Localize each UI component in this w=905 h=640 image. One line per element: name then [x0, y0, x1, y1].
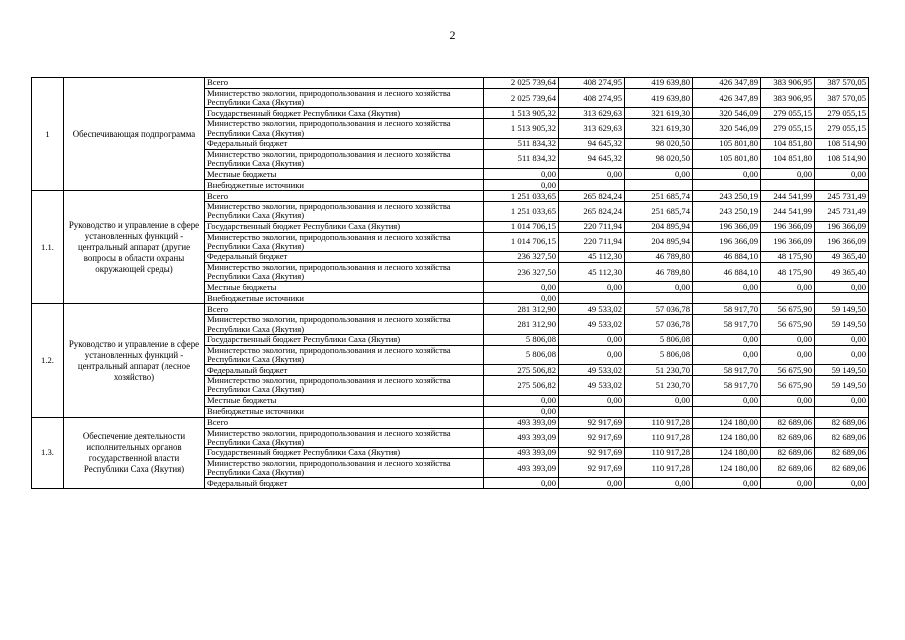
amount-cell: 1 513 905,32 — [484, 119, 559, 138]
amount-cell: 0,00 — [625, 282, 693, 293]
funding-source: Государственный бюджет Республики Саха (Якутия) — [205, 448, 484, 459]
amount-cell — [693, 406, 761, 417]
amount-cell: 45 112,30 — [559, 263, 625, 282]
amount-cell: 196 366,09 — [693, 221, 761, 232]
funding-source: Федеральный бюджет — [205, 252, 484, 263]
amount-cell: 58 917,70 — [693, 376, 761, 395]
amount-cell: 92 917,69 — [559, 459, 625, 478]
amount-cell: 1 513 905,32 — [484, 108, 559, 119]
amount-cell: 49 533,02 — [559, 304, 625, 315]
amount-cell: 49 365,40 — [815, 252, 869, 263]
table-row — [32, 304, 869, 315]
amount-cell: 0,00 — [625, 169, 693, 180]
amount-cell: 0,00 — [484, 406, 559, 417]
amount-cell — [693, 180, 761, 191]
section-name: Руководство и управление в сфере установленных функций - центральный аппарат (другие вопросы в области охраны окружающей среды) — [64, 191, 205, 304]
amount-cell: 243 250,19 — [693, 191, 761, 202]
amount-cell: 320 546,09 — [693, 108, 761, 119]
amount-cell: 110 917,28 — [625, 417, 693, 428]
amount-cell: 387 570,05 — [815, 89, 869, 108]
amount-cell: 46 884,10 — [693, 263, 761, 282]
amount-cell: 321 619,30 — [625, 108, 693, 119]
funding-source: Министерство экологии, природопользования и лесного хозяйства Республики Саха (Якутия) — [205, 232, 484, 251]
amount-cell: 426 347,89 — [693, 89, 761, 108]
amount-cell: 196 366,09 — [761, 221, 815, 232]
funding-source: Всего — [205, 191, 484, 202]
funding-source: Федеральный бюджет — [205, 365, 484, 376]
amount-cell: 49 533,02 — [559, 365, 625, 376]
amount-cell: 1 251 033,65 — [484, 202, 559, 221]
amount-cell: 57 036,78 — [625, 315, 693, 334]
funding-source: Всего — [205, 78, 484, 89]
section-number: 1.1. — [32, 191, 64, 304]
amount-cell: 0,00 — [559, 345, 625, 364]
amount-cell: 387 570,05 — [815, 78, 869, 89]
amount-cell: 98 020,50 — [625, 138, 693, 149]
amount-cell: 105 801,80 — [693, 149, 761, 168]
amount-cell: 275 506,82 — [484, 365, 559, 376]
amount-cell: 245 731,49 — [815, 191, 869, 202]
amount-cell: 46 884,10 — [693, 252, 761, 263]
amount-cell: 0,00 — [625, 478, 693, 489]
funding-source: Внебюджетные источники — [205, 293, 484, 304]
amount-cell: 5 806,08 — [625, 334, 693, 345]
funding-source: Федеральный бюджет — [205, 478, 484, 489]
section-name: Обеспечение деятельности исполнительных органов государственной власти Республики Саха (Якутия) — [64, 417, 205, 489]
amount-cell: 0,00 — [484, 169, 559, 180]
amount-cell: 59 149,50 — [815, 376, 869, 395]
amount-cell: 0,00 — [484, 478, 559, 489]
amount-cell: 56 675,90 — [761, 315, 815, 334]
amount-cell: 59 149,50 — [815, 315, 869, 334]
amount-cell: 275 506,82 — [484, 376, 559, 395]
amount-cell: 82 689,06 — [761, 448, 815, 459]
amount-cell: 244 541,99 — [761, 191, 815, 202]
amount-cell — [559, 406, 625, 417]
amount-cell: 56 675,90 — [761, 304, 815, 315]
amount-cell: 279 055,15 — [815, 108, 869, 119]
funding-source: Внебюджетные источники — [205, 180, 484, 191]
amount-cell: 92 917,69 — [559, 448, 625, 459]
amount-cell: 0,00 — [815, 345, 869, 364]
amount-cell: 0,00 — [761, 395, 815, 406]
amount-cell: 0,00 — [693, 478, 761, 489]
table-row — [32, 191, 869, 202]
amount-cell: 408 274,95 — [559, 89, 625, 108]
amount-cell: 493 393,09 — [484, 459, 559, 478]
amount-cell: 56 675,90 — [761, 376, 815, 395]
amount-cell: 383 906,95 — [761, 89, 815, 108]
amount-cell — [761, 406, 815, 417]
funding-source: Министерство экологии, природопользования и лесного хозяйства Республики Саха (Якутия) — [205, 202, 484, 221]
amount-cell — [625, 293, 693, 304]
amount-cell: 49 533,02 — [559, 376, 625, 395]
amount-cell: 82 689,06 — [761, 428, 815, 447]
funding-source: Местные бюджеты — [205, 395, 484, 406]
amount-cell: 236 327,50 — [484, 252, 559, 263]
amount-cell: 49 533,02 — [559, 315, 625, 334]
funding-source: Министерство экологии, природопользования и лесного хозяйства Республики Саха (Якутия) — [205, 428, 484, 447]
page-number: 2 — [449, 28, 456, 42]
amount-cell: 1 014 706,15 — [484, 232, 559, 251]
amount-cell: 105 801,80 — [693, 138, 761, 149]
amount-cell — [559, 293, 625, 304]
amount-cell: 265 824,24 — [559, 202, 625, 221]
amount-cell: 419 639,80 — [625, 89, 693, 108]
amount-cell: 0,00 — [559, 169, 625, 180]
amount-cell: 124 180,00 — [693, 448, 761, 459]
funding-source: Министерство экологии, природопользования и лесного хозяйства Республики Саха (Якутия) — [205, 263, 484, 282]
amount-cell: 59 149,50 — [815, 304, 869, 315]
funding-source: Местные бюджеты — [205, 282, 484, 293]
amount-cell: 46 789,80 — [625, 252, 693, 263]
funding-source: Государственный бюджет Республики Саха (Якутия) — [205, 221, 484, 232]
amount-cell: 279 055,15 — [815, 119, 869, 138]
amount-cell — [815, 406, 869, 417]
amount-cell: 51 230,70 — [625, 365, 693, 376]
amount-cell: 220 711,94 — [559, 232, 625, 251]
amount-cell: 1 014 706,15 — [484, 221, 559, 232]
funding-source: Министерство экологии, природопользования и лесного хозяйства Республики Саха (Якутия) — [205, 345, 484, 364]
amount-cell: 419 639,80 — [625, 78, 693, 89]
amount-cell: 110 917,28 — [625, 428, 693, 447]
amount-cell: 51 230,70 — [625, 376, 693, 395]
amount-cell: 0,00 — [693, 345, 761, 364]
amount-cell: 46 789,80 — [625, 263, 693, 282]
amount-cell: 511 834,32 — [484, 149, 559, 168]
amount-cell: 98 020,50 — [625, 149, 693, 168]
amount-cell: 204 895,94 — [625, 221, 693, 232]
amount-cell: 82 689,06 — [761, 459, 815, 478]
amount-cell: 0,00 — [693, 282, 761, 293]
funding-source: Всего — [205, 417, 484, 428]
amount-cell: 0,00 — [693, 169, 761, 180]
amount-cell: 408 274,95 — [559, 78, 625, 89]
amount-cell: 5 806,08 — [625, 345, 693, 364]
amount-cell: 0,00 — [559, 334, 625, 345]
funding-source: Министерство экологии, природопользования и лесного хозяйства Республики Саха (Якутия) — [205, 89, 484, 108]
amount-cell: 321 619,30 — [625, 119, 693, 138]
amount-cell: 0,00 — [559, 282, 625, 293]
funding-source: Всего — [205, 304, 484, 315]
amount-cell: 2 025 739,64 — [484, 89, 559, 108]
amount-cell: 110 917,28 — [625, 448, 693, 459]
amount-cell — [559, 180, 625, 191]
amount-cell: 196 366,09 — [815, 232, 869, 251]
amount-cell: 0,00 — [761, 282, 815, 293]
amount-cell: 244 541,99 — [761, 202, 815, 221]
amount-cell: 92 917,69 — [559, 428, 625, 447]
amount-cell: 0,00 — [815, 478, 869, 489]
funding-source: Внебюджетные источники — [205, 406, 484, 417]
amount-cell: 108 514,90 — [815, 149, 869, 168]
amount-cell: 493 393,09 — [484, 448, 559, 459]
amount-cell: 320 546,09 — [693, 119, 761, 138]
amount-cell: 426 347,89 — [693, 78, 761, 89]
amount-cell: 82 689,06 — [815, 459, 869, 478]
amount-cell: 110 917,28 — [625, 459, 693, 478]
amount-cell: 0,00 — [761, 345, 815, 364]
amount-cell: 0,00 — [815, 282, 869, 293]
amount-cell — [815, 293, 869, 304]
amount-cell: 0,00 — [761, 478, 815, 489]
amount-cell: 124 180,00 — [693, 428, 761, 447]
table-row — [32, 78, 869, 89]
amount-cell: 279 055,15 — [761, 108, 815, 119]
amount-cell: 5 806,08 — [484, 334, 559, 345]
amount-cell: 58 917,70 — [693, 315, 761, 334]
amount-cell — [625, 406, 693, 417]
amount-cell: 0,00 — [815, 169, 869, 180]
funding-source: Государственный бюджет Республики Саха (Якутия) — [205, 108, 484, 119]
amount-cell: 196 366,09 — [761, 232, 815, 251]
section-number: 1.2. — [32, 304, 64, 417]
section-number: 1.3. — [32, 417, 64, 489]
amount-cell: 5 806,08 — [484, 345, 559, 364]
funding-source: Министерство экологии, природопользования и лесного хозяйства Республики Саха (Якутия) — [205, 119, 484, 138]
amount-cell: 82 689,06 — [815, 448, 869, 459]
amount-cell: 104 851,80 — [761, 149, 815, 168]
amount-cell: 82 689,06 — [815, 428, 869, 447]
amount-cell — [761, 180, 815, 191]
amount-cell: 104 851,80 — [761, 138, 815, 149]
amount-cell: 245 731,49 — [815, 202, 869, 221]
amount-cell: 82 689,06 — [815, 417, 869, 428]
amount-cell: 383 906,95 — [761, 78, 815, 89]
budget-table-body — [32, 78, 869, 489]
amount-cell: 204 895,94 — [625, 232, 693, 251]
amount-cell: 313 629,63 — [559, 119, 625, 138]
amount-cell: 45 112,30 — [559, 252, 625, 263]
amount-cell: 251 685,74 — [625, 202, 693, 221]
amount-cell: 196 366,09 — [693, 232, 761, 251]
amount-cell: 94 645,32 — [559, 149, 625, 168]
section-number: 1 — [32, 78, 64, 191]
amount-cell: 493 393,09 — [484, 417, 559, 428]
amount-cell: 48 175,90 — [761, 263, 815, 282]
amount-cell: 0,00 — [484, 180, 559, 191]
table-row — [32, 417, 869, 428]
amount-cell: 124 180,00 — [693, 459, 761, 478]
funding-source: Министерство экологии, природопользования и лесного хозяйства Республики Саха (Якутия) — [205, 459, 484, 478]
amount-cell: 220 711,94 — [559, 221, 625, 232]
amount-cell: 0,00 — [625, 395, 693, 406]
amount-cell: 2 025 739,64 — [484, 78, 559, 89]
amount-cell: 0,00 — [761, 169, 815, 180]
funding-source: Государственный бюджет Республики Саха (Якутия) — [205, 334, 484, 345]
amount-cell: 196 366,09 — [815, 221, 869, 232]
amount-cell — [815, 180, 869, 191]
amount-cell: 58 917,70 — [693, 304, 761, 315]
amount-cell: 0,00 — [693, 334, 761, 345]
amount-cell: 0,00 — [559, 478, 625, 489]
amount-cell: 279 055,15 — [761, 119, 815, 138]
funding-source: Федеральный бюджет — [205, 138, 484, 149]
amount-cell: 57 036,78 — [625, 304, 693, 315]
amount-cell: 59 149,50 — [815, 365, 869, 376]
funding-source: Министерство экологии, природопользования и лесного хозяйства Республики Саха (Якутия) — [205, 149, 484, 168]
funding-source: Местные бюджеты — [205, 169, 484, 180]
amount-cell: 58 917,70 — [693, 365, 761, 376]
amount-cell: 92 917,69 — [559, 417, 625, 428]
amount-cell: 511 834,32 — [484, 138, 559, 149]
amount-cell: 94 645,32 — [559, 138, 625, 149]
funding-source: Министерство экологии, природопользования и лесного хозяйства Республики Саха (Якутия) — [205, 376, 484, 395]
amount-cell: 313 629,63 — [559, 108, 625, 119]
amount-cell: 0,00 — [815, 334, 869, 345]
amount-cell: 1 251 033,65 — [484, 191, 559, 202]
budget-table — [31, 77, 869, 489]
amount-cell: 0,00 — [484, 282, 559, 293]
amount-cell: 108 514,90 — [815, 138, 869, 149]
amount-cell — [693, 293, 761, 304]
section-name: Обеспечивающая подпрограмма — [64, 78, 205, 191]
amount-cell: 281 312,90 — [484, 304, 559, 315]
amount-cell: 48 175,90 — [761, 252, 815, 263]
amount-cell: 265 824,24 — [559, 191, 625, 202]
amount-cell: 56 675,90 — [761, 365, 815, 376]
amount-cell: 0,00 — [559, 395, 625, 406]
amount-cell — [761, 293, 815, 304]
amount-cell: 0,00 — [761, 334, 815, 345]
amount-cell: 493 393,09 — [484, 428, 559, 447]
amount-cell: 82 689,06 — [761, 417, 815, 428]
amount-cell: 0,00 — [693, 395, 761, 406]
amount-cell — [625, 180, 693, 191]
amount-cell: 251 685,74 — [625, 191, 693, 202]
amount-cell: 0,00 — [815, 395, 869, 406]
funding-source: Министерство экологии, природопользования и лесного хозяйства Республики Саха (Якутия) — [205, 315, 484, 334]
amount-cell: 281 312,90 — [484, 315, 559, 334]
section-name: Руководство и управление в сфере установленных функций - центральный аппарат (лесное хозяйство) — [64, 304, 205, 417]
amount-cell: 49 365,40 — [815, 263, 869, 282]
amount-cell: 0,00 — [484, 293, 559, 304]
amount-cell: 124 180,00 — [693, 417, 761, 428]
amount-cell: 0,00 — [484, 395, 559, 406]
amount-cell: 243 250,19 — [693, 202, 761, 221]
amount-cell: 236 327,50 — [484, 263, 559, 282]
